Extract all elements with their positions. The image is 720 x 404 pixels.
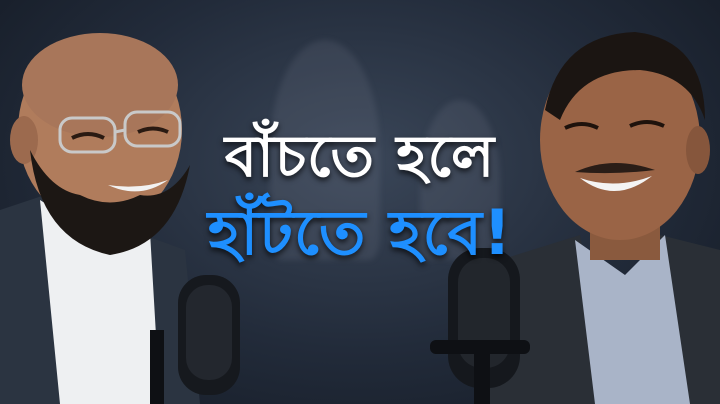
headline-line-2: হাঁটতে হবে! (207, 196, 513, 269)
headline-line-1: বাঁচতে হলে (224, 122, 496, 190)
